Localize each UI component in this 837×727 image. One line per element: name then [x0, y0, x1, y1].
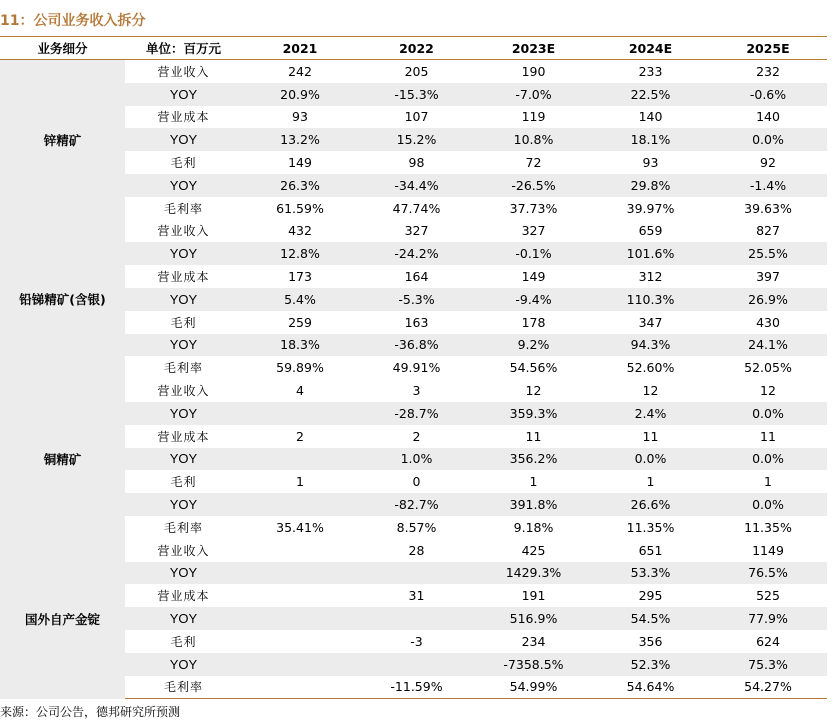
value-cell [242, 607, 358, 630]
segment-label: 铅锑精矿(含银) [0, 220, 125, 380]
row-item-label: YOY [125, 562, 242, 585]
value-cell [242, 562, 358, 585]
value-cell: 26.3% [242, 174, 358, 197]
value-cell: 0.0% [709, 448, 827, 471]
segment-label: 锌精矿 [0, 60, 125, 220]
value-cell: 1429.3% [475, 562, 592, 585]
table-row [0, 630, 827, 653]
row-item-label: YOY [125, 128, 242, 151]
value-cell: 26.6% [592, 493, 709, 516]
value-cell: 92 [709, 151, 827, 174]
value-cell: 191 [475, 584, 592, 607]
value-cell: 1149 [709, 539, 827, 562]
value-cell: 49.91% [358, 356, 475, 379]
table-row [0, 151, 827, 174]
value-cell: 356 [592, 630, 709, 653]
table-row [0, 265, 827, 288]
value-cell: -15.3% [358, 83, 475, 106]
value-cell: 54.99% [475, 676, 592, 699]
value-cell [358, 562, 475, 585]
value-cell: 651 [592, 539, 709, 562]
row-item-label: 毛利率 [125, 516, 242, 539]
value-cell: 1 [592, 470, 709, 493]
value-cell: 149 [242, 151, 358, 174]
row-item-label: YOY [125, 83, 242, 106]
value-cell: 24.1% [709, 334, 827, 357]
value-cell: 430 [709, 311, 827, 334]
value-cell: 11 [709, 425, 827, 448]
value-cell: -34.4% [358, 174, 475, 197]
value-cell: 327 [475, 220, 592, 243]
value-cell: -7358.5% [475, 653, 592, 676]
value-cell: 432 [242, 220, 358, 243]
value-cell: -11.59% [358, 676, 475, 699]
value-cell: 0 [358, 470, 475, 493]
value-cell: 101.6% [592, 242, 709, 265]
value-cell: 163 [358, 311, 475, 334]
value-cell: 12 [709, 379, 827, 402]
header-2022: 2022 [358, 37, 475, 60]
value-cell: 233 [592, 60, 709, 83]
value-cell: 3 [358, 379, 475, 402]
value-cell: 119 [475, 106, 592, 129]
value-cell: 242 [242, 60, 358, 83]
value-cell: 107 [358, 106, 475, 129]
value-cell: 232 [709, 60, 827, 83]
table-row [0, 516, 827, 539]
value-cell: 1 [242, 470, 358, 493]
value-cell: 4 [242, 379, 358, 402]
table-row [0, 607, 827, 630]
value-cell: -36.8% [358, 334, 475, 357]
value-cell [242, 402, 358, 425]
value-cell: 2 [242, 425, 358, 448]
value-cell [242, 630, 358, 653]
value-cell: 173 [242, 265, 358, 288]
row-item-label: 营业成本 [125, 584, 242, 607]
value-cell [242, 653, 358, 676]
value-cell: 140 [592, 106, 709, 129]
table-row [0, 83, 827, 106]
value-cell: 29.8% [592, 174, 709, 197]
value-cell: 98 [358, 151, 475, 174]
value-cell: 22.5% [592, 83, 709, 106]
value-cell: 13.2% [242, 128, 358, 151]
value-cell: 12 [592, 379, 709, 402]
table-row [0, 288, 827, 311]
table-row [0, 470, 827, 493]
value-cell: 52.05% [709, 356, 827, 379]
value-cell: 2.4% [592, 402, 709, 425]
row-item-label: 毛利率 [125, 356, 242, 379]
row-item-label: 营业成本 [125, 425, 242, 448]
value-cell: 25.5% [709, 242, 827, 265]
value-cell: 39.97% [592, 197, 709, 220]
value-cell [358, 607, 475, 630]
value-cell: 15.2% [358, 128, 475, 151]
row-item-label: YOY [125, 334, 242, 357]
value-cell [358, 653, 475, 676]
value-cell: 8.57% [358, 516, 475, 539]
value-cell: 76.5% [709, 562, 827, 585]
value-cell: 75.3% [709, 653, 827, 676]
value-cell: -3 [358, 630, 475, 653]
row-item-label: 营业收入 [125, 539, 242, 562]
table-row [0, 425, 827, 448]
table-title: 11：公司业务收入拆分 [0, 13, 146, 29]
table-row [0, 128, 827, 151]
table-row [0, 220, 827, 243]
value-cell: 53.3% [592, 562, 709, 585]
header-2024e: 2024E [592, 37, 709, 60]
header-segment: 业务细分 [0, 37, 125, 60]
value-cell: -26.5% [475, 174, 592, 197]
value-cell: 35.41% [242, 516, 358, 539]
header-unit: 单位：百万元 [125, 37, 242, 60]
value-cell: -1.4% [709, 174, 827, 197]
header-2025e: 2025E [709, 37, 827, 60]
value-cell: 295 [592, 584, 709, 607]
value-cell: 359.3% [475, 402, 592, 425]
value-cell: 20.9% [242, 83, 358, 106]
value-cell: 54.64% [592, 676, 709, 699]
value-cell: 110.3% [592, 288, 709, 311]
value-cell: 12 [475, 379, 592, 402]
table-row [0, 242, 827, 265]
row-item-label: 毛利率 [125, 676, 242, 699]
row-item-label: 毛利 [125, 630, 242, 653]
header-2021: 2021 [242, 37, 358, 60]
row-item-label: 毛利 [125, 470, 242, 493]
value-cell: 0.0% [709, 493, 827, 516]
header-row [0, 37, 827, 60]
row-item-label: 营业收入 [125, 379, 242, 402]
value-cell: -5.3% [358, 288, 475, 311]
value-cell: 11 [475, 425, 592, 448]
value-cell: 93 [242, 106, 358, 129]
value-cell: 28 [358, 539, 475, 562]
value-cell: -0.6% [709, 83, 827, 106]
value-cell: 356.2% [475, 448, 592, 471]
value-cell: 1 [709, 470, 827, 493]
value-cell: 54.5% [592, 607, 709, 630]
value-cell: 347 [592, 311, 709, 334]
value-cell: 37.73% [475, 197, 592, 220]
value-cell: -28.7% [358, 402, 475, 425]
value-cell: 5.4% [242, 288, 358, 311]
table-row [0, 493, 827, 516]
table-row [0, 334, 827, 357]
table-row [0, 60, 827, 83]
value-cell: 0.0% [709, 402, 827, 425]
row-item-label: 营业成本 [125, 265, 242, 288]
value-cell: 18.1% [592, 128, 709, 151]
value-cell: 54.56% [475, 356, 592, 379]
value-cell: 259 [242, 311, 358, 334]
value-cell: 39.63% [709, 197, 827, 220]
value-cell: -0.1% [475, 242, 592, 265]
row-item-label: YOY [125, 402, 242, 425]
value-cell: 94.3% [592, 334, 709, 357]
value-cell: 11.35% [709, 516, 827, 539]
table-row [0, 562, 827, 585]
value-cell: 93 [592, 151, 709, 174]
row-item-label: YOY [125, 242, 242, 265]
segment-label: 铜精矿 [0, 379, 125, 539]
revenue-breakdown-table [0, 37, 827, 699]
value-cell: 31 [358, 584, 475, 607]
value-cell: -82.7% [358, 493, 475, 516]
value-cell: 11.35% [592, 516, 709, 539]
value-cell: 516.9% [475, 607, 592, 630]
value-cell: 140 [709, 106, 827, 129]
value-cell: 1.0% [358, 448, 475, 471]
table-row [0, 402, 827, 425]
value-cell: 47.74% [358, 197, 475, 220]
value-cell: 11 [592, 425, 709, 448]
value-cell: 9.2% [475, 334, 592, 357]
value-cell: 425 [475, 539, 592, 562]
row-item-label: 毛利 [125, 151, 242, 174]
value-cell: 59.89% [242, 356, 358, 379]
value-cell: 624 [709, 630, 827, 653]
row-item-label: YOY [125, 653, 242, 676]
table-row [0, 356, 827, 379]
row-item-label: YOY [125, 448, 242, 471]
value-cell: 52.3% [592, 653, 709, 676]
row-item-label: 营业收入 [125, 220, 242, 243]
value-cell: 52.60% [592, 356, 709, 379]
row-item-label: YOY [125, 607, 242, 630]
row-item-label: 毛利率 [125, 197, 242, 220]
value-cell: 164 [358, 265, 475, 288]
value-cell: 525 [709, 584, 827, 607]
segment-label: 国外自产金锭 [0, 539, 125, 699]
value-cell [242, 448, 358, 471]
value-cell: 827 [709, 220, 827, 243]
value-cell: 26.9% [709, 288, 827, 311]
table-row [0, 174, 827, 197]
table-row [0, 448, 827, 471]
table-row [0, 197, 827, 220]
value-cell [242, 539, 358, 562]
row-item-label: 营业收入 [125, 60, 242, 83]
value-cell: 61.59% [242, 197, 358, 220]
value-cell: 312 [592, 265, 709, 288]
value-cell: -9.4% [475, 288, 592, 311]
value-cell: 397 [709, 265, 827, 288]
value-cell: 77.9% [709, 607, 827, 630]
value-cell [242, 493, 358, 516]
row-item-label: YOY [125, 288, 242, 311]
value-cell: 72 [475, 151, 592, 174]
value-cell: 178 [475, 311, 592, 334]
value-cell: 0.0% [709, 128, 827, 151]
value-cell: 149 [475, 265, 592, 288]
value-cell: 1 [475, 470, 592, 493]
value-cell: 0.0% [592, 448, 709, 471]
row-item-label: 毛利 [125, 311, 242, 334]
header-2023e: 2023E [475, 37, 592, 60]
value-cell: 234 [475, 630, 592, 653]
value-cell: 9.18% [475, 516, 592, 539]
value-cell: 205 [358, 60, 475, 83]
value-cell: 18.3% [242, 334, 358, 357]
row-item-label: 营业成本 [125, 106, 242, 129]
table-row [0, 584, 827, 607]
value-cell: 327 [358, 220, 475, 243]
value-cell: 659 [592, 220, 709, 243]
value-cell: -7.0% [475, 83, 592, 106]
value-cell: -24.2% [358, 242, 475, 265]
table-row [0, 106, 827, 129]
table-row [0, 653, 827, 676]
table-row [0, 311, 827, 334]
value-cell: 10.8% [475, 128, 592, 151]
table-row [0, 539, 827, 562]
value-cell: 54.27% [709, 676, 827, 699]
value-cell [242, 584, 358, 607]
row-item-label: YOY [125, 493, 242, 516]
value-cell: 190 [475, 60, 592, 83]
value-cell: 391.8% [475, 493, 592, 516]
source-note: 来源：公司公告，德邦研究所预测 [0, 705, 181, 719]
value-cell: 12.8% [242, 242, 358, 265]
value-cell: 2 [358, 425, 475, 448]
value-cell [242, 676, 358, 699]
row-item-label: YOY [125, 174, 242, 197]
table-body [0, 60, 827, 699]
table-row [0, 676, 827, 699]
table-row [0, 379, 827, 402]
